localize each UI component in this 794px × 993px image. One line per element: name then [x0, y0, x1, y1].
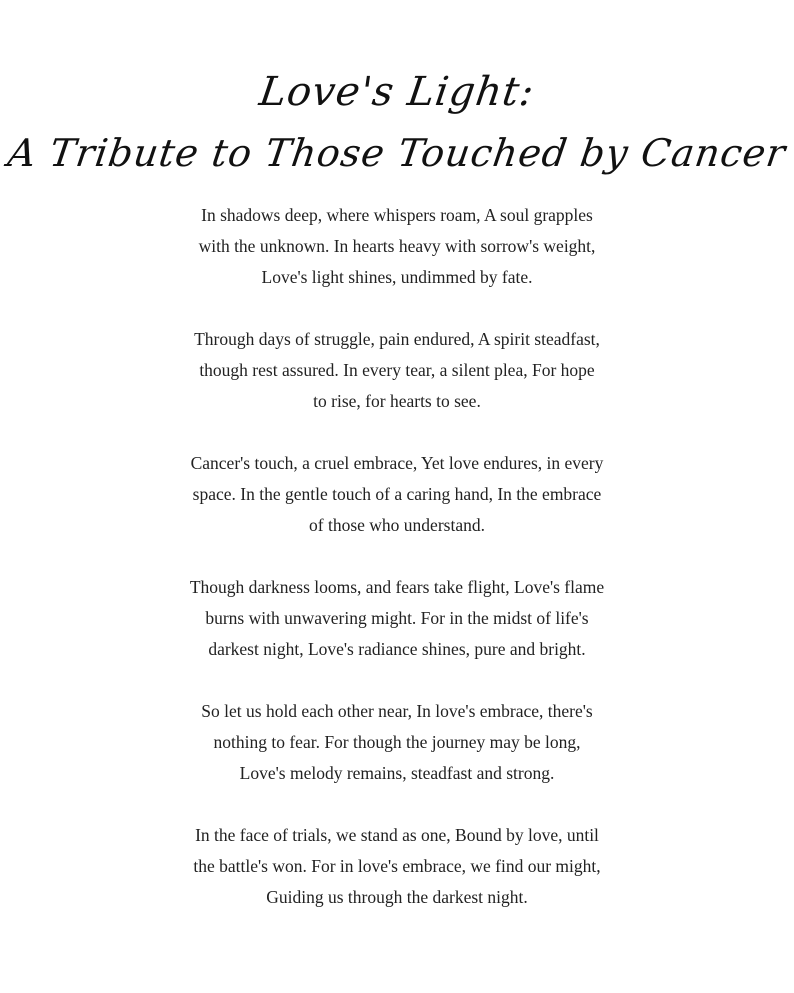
stanza-line: the battle's won. For in love's embrace, we find our might,	[193, 856, 601, 876]
stanza-line: Through days of struggle, pain endured, A spirit steadfast,	[194, 329, 600, 349]
stanza-1	[157, 200, 637, 293]
stanza-4	[157, 572, 637, 665]
poem-body	[157, 200, 637, 944]
stanza-line: nothing to fear. For though the journey may be long,	[213, 732, 581, 752]
stanza-line: In shadows deep, where whispers roam, A soul grapples	[201, 205, 593, 225]
stanza-line: with the unknown. In hearts heavy with sorrow's weight,	[198, 236, 596, 256]
stanza-line: of those who understand.	[309, 515, 485, 535]
stanza-line: though rest assured. In every tear, a silent plea, For hope	[199, 360, 595, 380]
stanza-5	[157, 696, 637, 789]
stanza-3	[157, 448, 637, 541]
stanza-line: Cancer's touch, a cruel embrace, Yet love endures, in every	[190, 453, 604, 473]
stanza-line: Love's light shines, undimmed by fate.	[261, 267, 533, 287]
poem-subtitle: A Tribute to Those Touched by Cancer	[5, 131, 789, 175]
stanza-line: to rise, for hearts to see.	[313, 391, 481, 411]
stanza-line: darkest night, Love's radiance shines, pure and bright.	[208, 639, 586, 659]
stanza-line: In the face of trials, we stand as one, Bound by love, until	[195, 825, 599, 845]
poem-title: Love's Light:	[256, 69, 538, 115]
stanza-line: Guiding us through the darkest night.	[266, 887, 528, 907]
stanza-line: Though darkness looms, and fears take flight, Love's flame	[189, 577, 605, 597]
stanza-2	[157, 324, 637, 417]
stanza-line: So let us hold each other near, In love's embrace, there's	[201, 701, 593, 721]
stanza-line: Love's melody remains, steadfast and strong.	[239, 763, 555, 783]
stanza-line: burns with unwavering might. For in the midst of life's	[205, 608, 589, 628]
stanza-6	[157, 820, 637, 913]
stanza-line: space. In the gentle touch of a caring hand, In the embrace	[192, 484, 602, 504]
